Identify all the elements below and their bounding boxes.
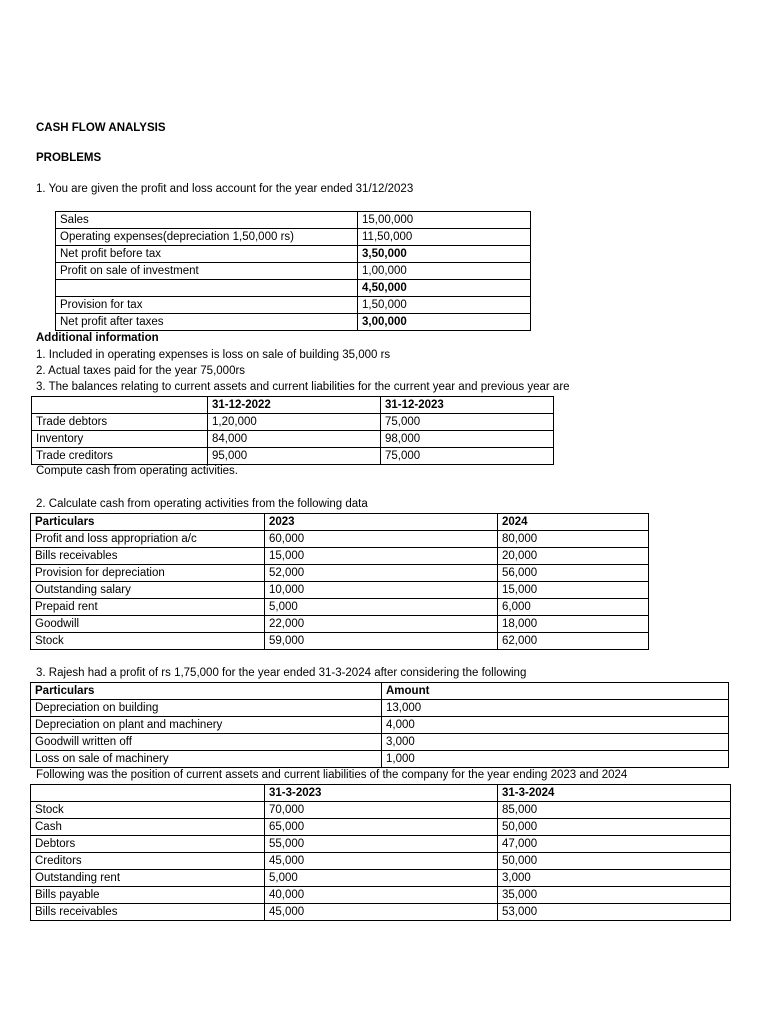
additional-info-heading: Additional information — [36, 332, 159, 344]
pl-value: 1,00,000 — [358, 263, 531, 280]
cell: 59,000 — [265, 633, 498, 650]
table-header-row — [31, 514, 649, 531]
position-table — [30, 784, 731, 921]
cell: 60,000 — [265, 531, 498, 548]
pl-label: Operating expenses(depreciation 1,50,000 rs) — [56, 229, 358, 246]
cell: Creditors — [31, 853, 265, 870]
table-row — [32, 414, 554, 431]
pl-value: 15,00,000 — [358, 212, 531, 229]
column-header: 2023 — [265, 514, 498, 531]
problems-heading: PROBLEMS — [36, 152, 102, 164]
table-row — [31, 853, 731, 870]
column-header: Particulars — [31, 683, 382, 700]
cell: 3,000 — [498, 870, 731, 887]
cell: 84,000 — [208, 431, 381, 448]
table-header-row — [31, 785, 731, 802]
table-row — [31, 548, 649, 565]
cell: 52,000 — [265, 565, 498, 582]
cell: 18,000 — [498, 616, 649, 633]
cell: 4,000 — [382, 717, 729, 734]
cell: 47,000 — [498, 836, 731, 853]
cell: 50,000 — [498, 853, 731, 870]
problem-1-question: 1. You are given the profit and loss account for the year ended 31/12/2023 — [36, 183, 414, 195]
info-line: 1. Included in operating expenses is loss on sale of building 35,000 rs — [36, 349, 391, 361]
cell: 65,000 — [265, 819, 498, 836]
operating-data-table — [30, 513, 649, 650]
cell: Stock — [31, 802, 265, 819]
pl-label: Net profit before tax — [56, 246, 358, 263]
table-row — [31, 633, 649, 650]
cell: Stock — [31, 633, 265, 650]
cell: 10,000 — [265, 582, 498, 599]
cell: Goodwill written off — [31, 734, 382, 751]
cell: Debtors — [31, 836, 265, 853]
table-row — [31, 870, 731, 887]
cell: 62,000 — [498, 633, 649, 650]
cell: Bills receivables — [31, 904, 265, 921]
pl-value: 1,50,000 — [358, 297, 531, 314]
cell: 22,000 — [265, 616, 498, 633]
cell: Depreciation on plant and machinery — [31, 717, 382, 734]
pl-label: Profit on sale of investment — [56, 263, 358, 280]
cell: Depreciation on building — [31, 700, 382, 717]
table-row — [31, 734, 729, 751]
table-row — [31, 819, 731, 836]
table-header-row — [32, 397, 554, 414]
table-row — [31, 582, 649, 599]
pl-value: 4,50,000 — [358, 280, 531, 297]
cell: 6,000 — [498, 599, 649, 616]
cell: 45,000 — [265, 904, 498, 921]
cell: 70,000 — [265, 802, 498, 819]
table-row — [31, 565, 649, 582]
cell: Inventory — [32, 431, 208, 448]
compute-instruction: Compute cash from operating activities. — [36, 465, 238, 477]
table-row — [56, 212, 531, 229]
column-header: 31-3-2023 — [265, 785, 498, 802]
table-row — [56, 280, 531, 297]
info-line: 3. The balances relating to current assets and current liabilities for the current year and previous year are — [36, 381, 570, 393]
column-header: Amount — [382, 683, 729, 700]
cell: Loss on sale of machinery — [31, 751, 382, 768]
cell: 80,000 — [498, 531, 649, 548]
table-row — [31, 887, 731, 904]
cell: 75,000 — [381, 448, 554, 465]
table-header-row — [31, 683, 729, 700]
pl-label: Sales — [56, 212, 358, 229]
cell: 3,000 — [382, 734, 729, 751]
position-description: Following was the position of current assets and current liabilities of the company for the year ending 2023 and 2024 — [36, 769, 628, 781]
table-row — [31, 616, 649, 633]
cell: Bills payable — [31, 887, 265, 904]
cell: Outstanding salary — [31, 582, 265, 599]
pl-label: Net profit after taxes — [56, 314, 358, 331]
cell: 53,000 — [498, 904, 731, 921]
column-header — [32, 397, 208, 414]
cell: 75,000 — [381, 414, 554, 431]
column-header — [31, 785, 265, 802]
table-row — [31, 751, 729, 768]
profit-loss-table — [55, 211, 531, 331]
cell: 1,20,000 — [208, 414, 381, 431]
cell: 85,000 — [498, 802, 731, 819]
cell: Trade debtors — [32, 414, 208, 431]
cell: Trade creditors — [32, 448, 208, 465]
table-row — [31, 717, 729, 734]
cell: 5,000 — [265, 599, 498, 616]
cell: 56,000 — [498, 565, 649, 582]
table-row — [31, 531, 649, 548]
cell: 35,000 — [498, 887, 731, 904]
table-row — [56, 246, 531, 263]
cell: 1,000 — [382, 751, 729, 768]
cell: 15,000 — [265, 548, 498, 565]
cell: 20,000 — [498, 548, 649, 565]
table-row — [31, 802, 731, 819]
info-line: 2. Actual taxes paid for the year 75,000rs — [36, 365, 246, 377]
table-row — [31, 599, 649, 616]
table-row — [32, 448, 554, 465]
table-row — [56, 314, 531, 331]
cell: 13,000 — [382, 700, 729, 717]
table-row — [56, 229, 531, 246]
table-row — [32, 431, 554, 448]
balances-table — [31, 396, 554, 465]
cell: 98,000 — [381, 431, 554, 448]
problem-3-question: 3. Rajesh had a profit of rs 1,75,000 for the year ended 31-3-2024 after considering the following — [36, 667, 527, 679]
pl-label — [56, 280, 358, 297]
cell: 55,000 — [265, 836, 498, 853]
cell: Profit and loss appropriation a/c — [31, 531, 265, 548]
pl-label: Provision for tax — [56, 297, 358, 314]
document-title: CASH FLOW ANALYSIS — [36, 122, 166, 134]
cell: 40,000 — [265, 887, 498, 904]
table-row — [56, 297, 531, 314]
pl-value: 11,50,000 — [358, 229, 531, 246]
cell: Prepaid rent — [31, 599, 265, 616]
column-header: 2024 — [498, 514, 649, 531]
cell: Goodwill — [31, 616, 265, 633]
cell: 50,000 — [498, 819, 731, 836]
column-header: 31-12-2022 — [208, 397, 381, 414]
adjustments-table — [30, 682, 729, 768]
column-header: 31-12-2023 — [381, 397, 554, 414]
pl-value: 3,00,000 — [358, 314, 531, 331]
table-row — [31, 904, 731, 921]
table-row — [31, 700, 729, 717]
column-header: Particulars — [31, 514, 265, 531]
cell: Bills receivables — [31, 548, 265, 565]
cell: 95,000 — [208, 448, 381, 465]
pl-value: 3,50,000 — [358, 246, 531, 263]
table-row — [56, 263, 531, 280]
cell: 15,000 — [498, 582, 649, 599]
problem-2-question: 2. Calculate cash from operating activities from the following data — [36, 498, 368, 510]
cell: 5,000 — [265, 870, 498, 887]
table-row — [31, 836, 731, 853]
cell: Outstanding rent — [31, 870, 265, 887]
column-header: 31-3-2024 — [498, 785, 731, 802]
cell: 45,000 — [265, 853, 498, 870]
cell: Cash — [31, 819, 265, 836]
cell: Provision for depreciation — [31, 565, 265, 582]
